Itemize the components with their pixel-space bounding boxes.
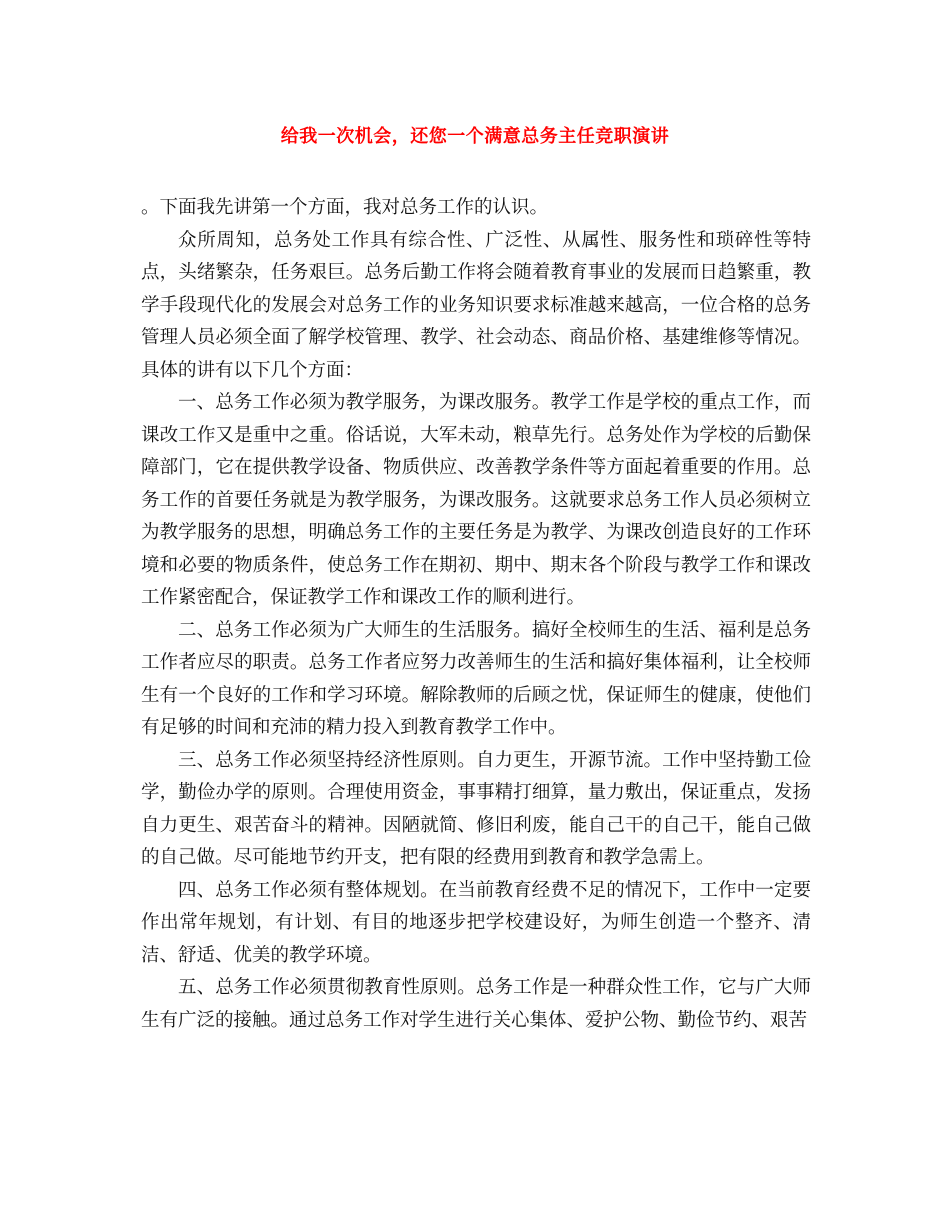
paragraph-overview: 众所周知，总务处工作具有综合性、广泛性、从属性、服务性和琐碎性等特点，头绪繁杂，任务艰巨。总务后勤工作将会随着教育事业的发展而日趋繁重，教学手段现代化的发展会对总务工作的业务知识要求标准越来越高，一位合格的总务管理人员必须全面了解学校管理、教学、社会动态、商品价格、基建维修等情况。具体的讲有以下几个方面： (141, 229, 811, 381)
paragraph-point-2: 二、总务工作必须为广大师生的生活服务。搞好全校师生的生活、福利是总务工作者应尽的职责。总务工作者应努力改善师生的生活和搞好集体福利，让全校师生有一个良好的工作和学习环境。解除教师的后顾之忧，保证师生的健康，使他们有足够的时间和充沛的精力投入到教育教学工作中。 (141, 619, 811, 738)
document-body (141, 192, 811, 1037)
paragraph-point-5: 五、总务工作必须贯彻教育性原则。总务工作是一种群众性工作，它与广大师生有广泛的接触。通过总务工作对学生进行关心集体、爱护公物、勤俭节约、艰苦 (141, 977, 811, 1031)
paragraph-point-4: 四、总务工作必须有整体规划。在当前教育经费不足的情况下，工作中一定要作出常年规划，有计划、有目的地逐步把学校建设好，为师生创造一个整齐、清洁、舒适、优美的教学环境。 (141, 879, 811, 966)
paragraph-intro: 。下面我先讲第一个方面，我对总务工作的认识。 (141, 197, 549, 218)
document-title: 给我一次机会，还您一个满意总务主任竞职演讲 (280, 126, 670, 147)
paragraph-point-3: 三、总务工作必须坚持经济性原则。自力更生，开源节流。工作中坚持勤工俭学，勤俭办学的原则。合理使用资金，事事精打细算，量力敷出，保证重点，发扬自力更生、艰苦奋斗的精神。因陋就简、修旧利废，能自己干的自己干，能自己做的自己做。尽可能地节约开支，把有限的经费用到教育和教学急需上。 (141, 749, 811, 868)
paragraph-point-1: 一、总务工作必须为教学服务，为课改服务。教学工作是学校的重点工作，而课改工作又是重中之重。俗话说，大军未动，粮草先行。总务处作为学校的后勤保障部门，它在提供教学设备、物质供应、改善教学条件等方面起着重要的作用。总务工作的首要任务就是为教学服务，为课改服务。这就要求总务工作人员必须树立为教学服务的思想，明确总务工作的主要任务是为教学、为课改创造良好的工作环境和必要的物质条件，使总务工作在期初、期中、期末各个阶段与教学工作和课改工作紧密配合，保证教学工作和课改工作的顺利进行。 (141, 392, 811, 608)
